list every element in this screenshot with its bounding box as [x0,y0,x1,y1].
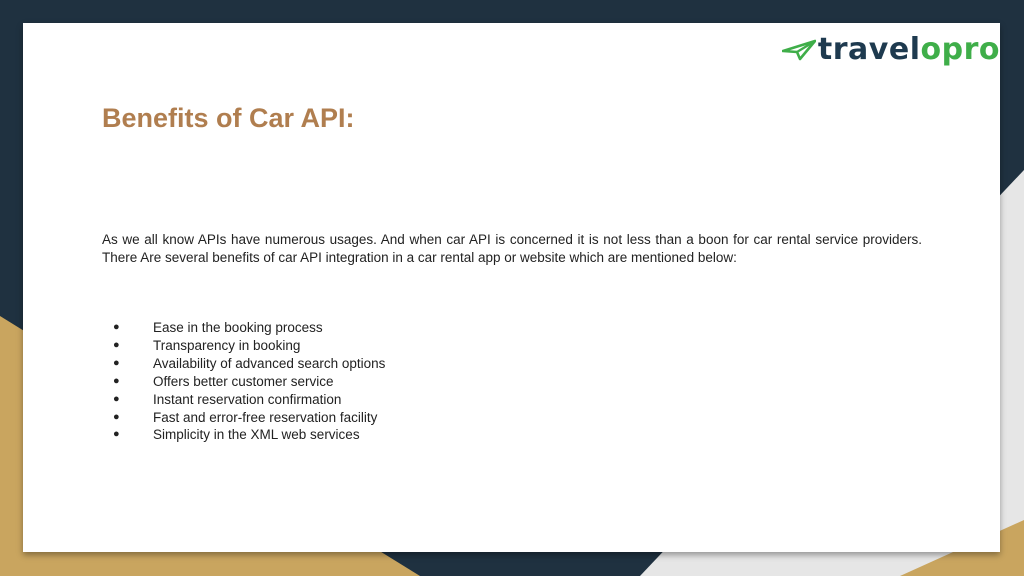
list-item [113,355,385,373]
bullet-icon: ● [113,321,120,333]
bullet-icon: ● [113,374,120,387]
bullet-icon: ● [113,338,120,351]
list-item-text: Simplicity in the XML web services [153,427,360,443]
list-item [113,409,385,427]
bullet-icon: ● [113,428,120,441]
travelopro-logo [782,32,1000,67]
list-item-text: Instant reservation confirmation [153,391,342,407]
bullet-icon: ● [113,410,120,423]
list-item [113,337,385,355]
logo-text-travel: travel [817,32,921,67]
logo-text [817,32,1000,67]
list-item [113,373,385,391]
list-item [113,319,385,337]
list-item [113,426,385,444]
slide-title: Benefits of Car API: [102,103,355,133]
bullet-icon: ● [113,392,120,405]
intro-paragraph: As we all know APIs have numerous usages. And when car API is concerned it is not less than a boon for car rental service providers. There Are several benefits of car API integration in a car rental app or website which are mentioned below: [102,232,922,265]
list-item-text: Transparency in booking [153,337,301,353]
slide-card [23,23,1000,552]
list-item-text: Fast and error-free reservation facility [153,409,378,425]
paper-plane-icon [782,39,816,61]
list-item-text: Ease in the booking process [153,320,323,335]
benefits-list [113,319,385,444]
logo-text-pro: opro [920,32,1000,67]
list-item-text: Availability of advanced search options [153,355,386,371]
bullet-icon: ● [113,356,120,369]
list-item-text: Offers better customer service [153,373,334,389]
list-item [113,391,385,409]
